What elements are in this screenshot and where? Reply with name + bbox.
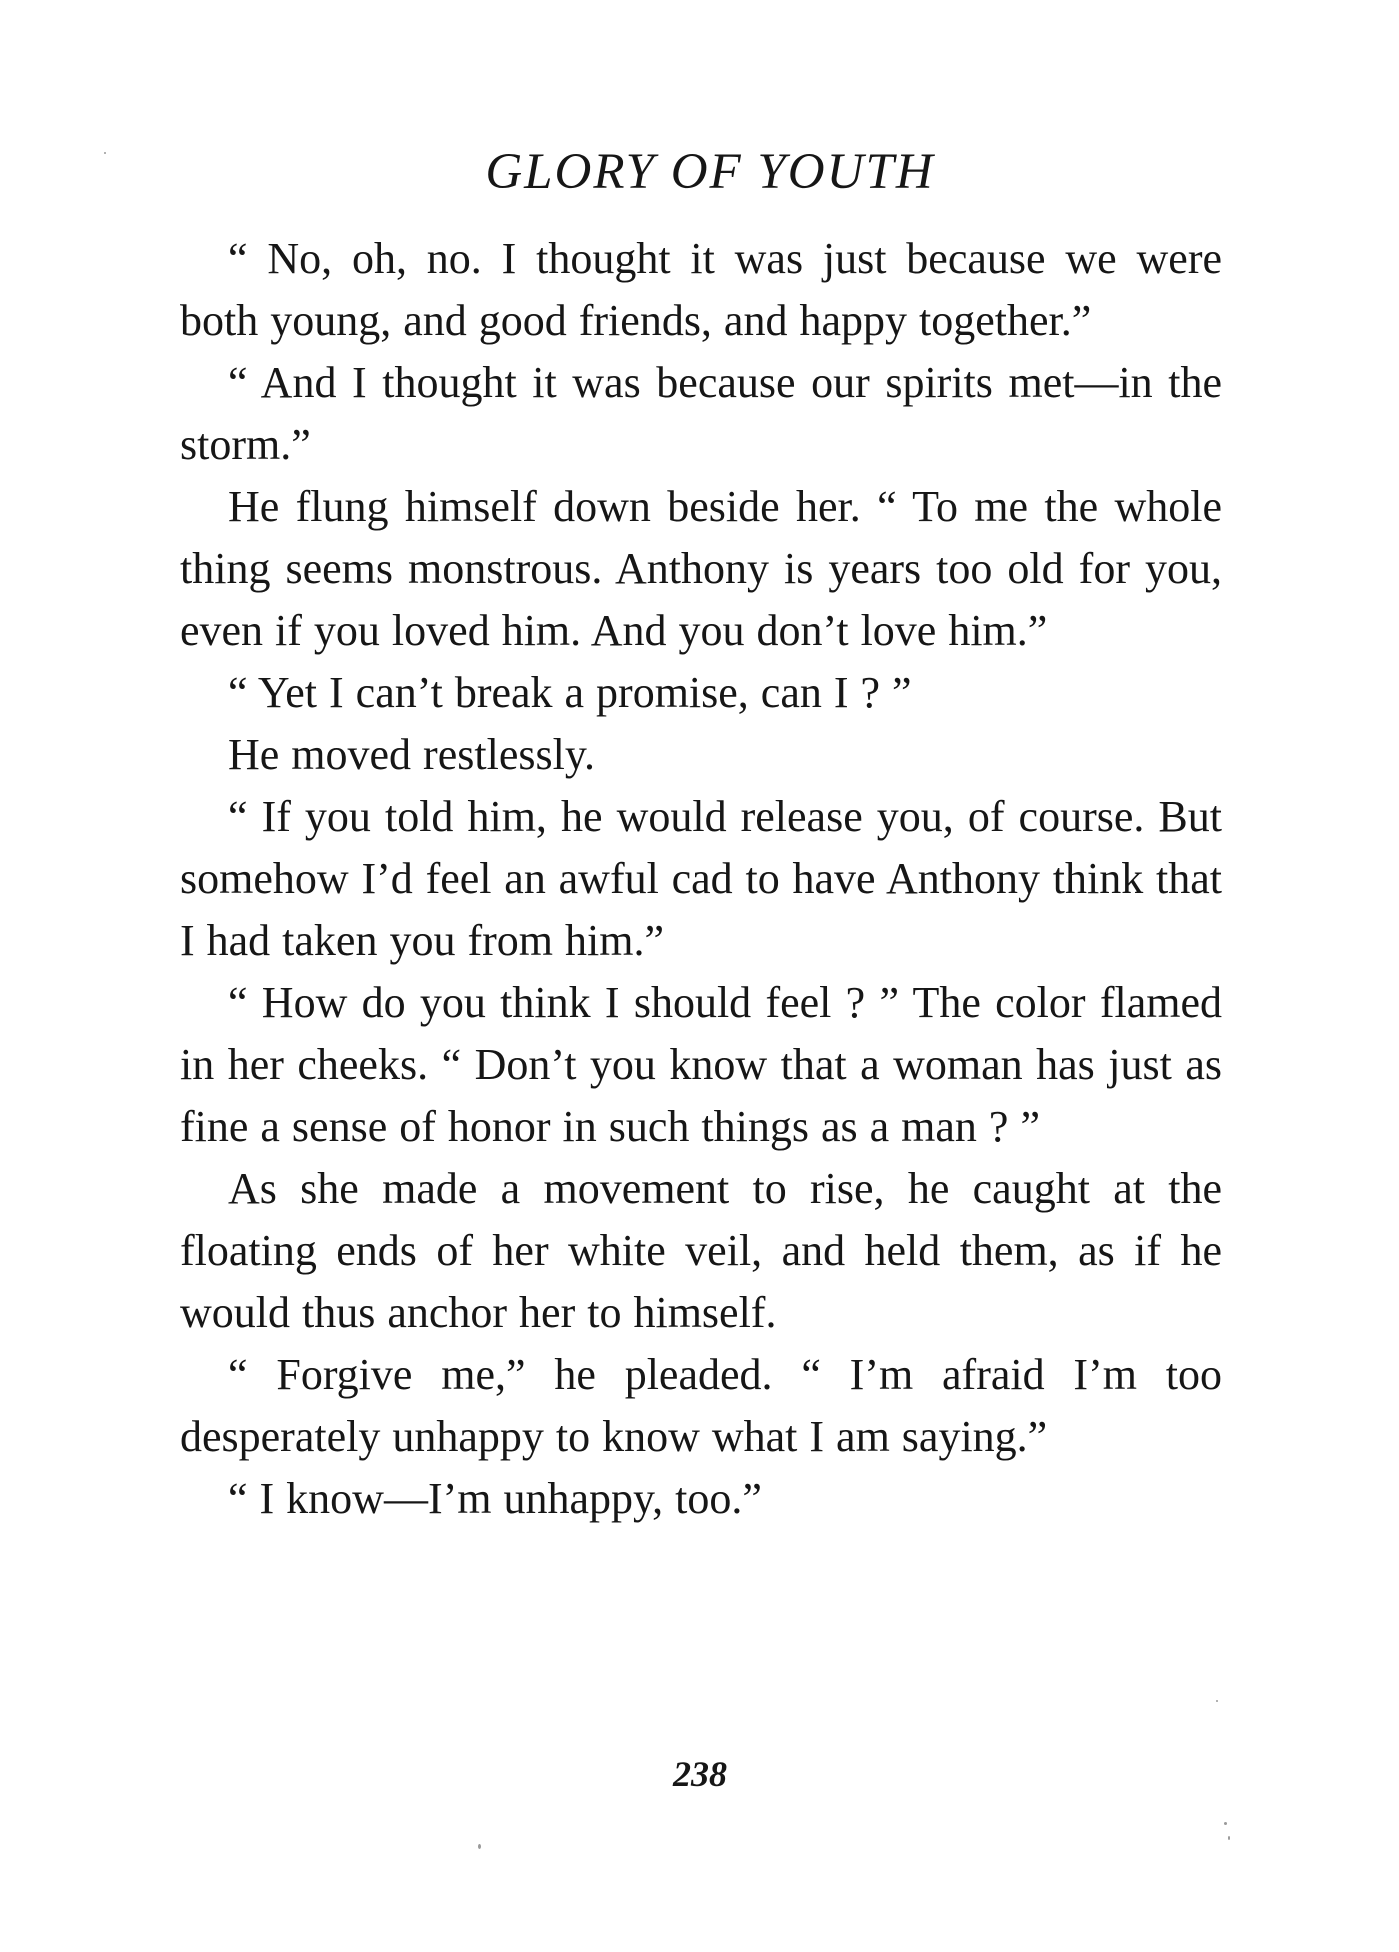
- paragraph: “ Yet I can’t break a promise, can I ? ”: [228, 668, 912, 717]
- page-body: [180, 228, 1222, 1530]
- print-speck: [104, 152, 106, 154]
- paragraph: “ Forgive me,” he pleaded. “ I’m afraid I’m too desperately unhappy to know what I am saying.”: [180, 1350, 1222, 1461]
- page-number: 238: [673, 1754, 727, 1794]
- print-speck: [478, 1844, 481, 1849]
- paragraph: “ I know—I’m unhappy, too.”: [228, 1474, 762, 1523]
- running-head: GLORY OF YOUTH: [485, 144, 935, 200]
- paragraph: He flung himself down beside her. “ To me the whole thing seems monstrous. Anthony is years too old for you, even if you loved him. And you don’t love him.”: [180, 482, 1222, 655]
- paragraph: “ If you told him, he would release you, of course. But somehow I’d feel an awful cad to have Anthony think that I had taken you from him.”: [180, 792, 1222, 965]
- paragraph: He moved restlessly.: [228, 730, 595, 779]
- paragraph: “ No, oh, no. I thought it was just because we were both young, and good friends, and happy together.”: [180, 234, 1222, 345]
- print-speck: [1228, 1836, 1230, 1840]
- paragraph: “ And I thought it was because our spirits met—in the storm.”: [180, 358, 1222, 469]
- paragraph: “ How do you think I should feel ? ” The color flamed in her cheeks. “ Don’t you know that a woman has just as fine a sense of honor in such things as a man ? ”: [180, 978, 1222, 1151]
- print-speck: [1224, 1822, 1227, 1825]
- paragraph: As she made a movement to rise, he caught at the floating ends of her white veil, and held them, as if he would thus anchor her to himself.: [180, 1164, 1222, 1337]
- print-speck: [1216, 1700, 1218, 1702]
